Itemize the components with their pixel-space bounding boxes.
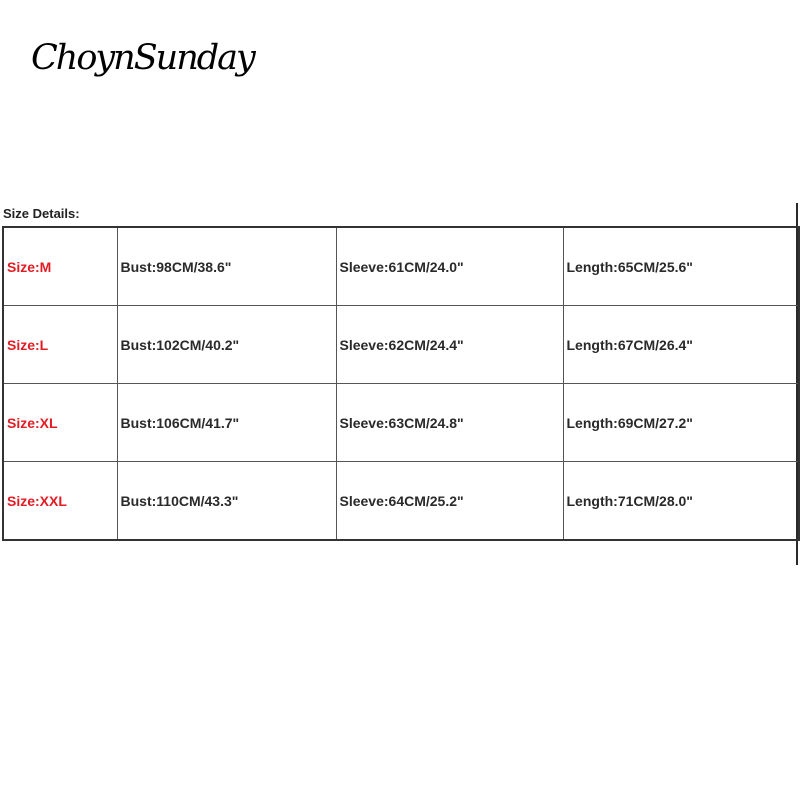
size-cell: Size:M [3, 227, 117, 306]
length-cell: Length:67CM/26.4" [563, 306, 799, 384]
table-row [3, 306, 799, 384]
table-row [3, 462, 799, 541]
sleeve-cell: Sleeve:64CM/25.2" [336, 462, 563, 541]
length-cell: Length:69CM/27.2" [563, 384, 799, 462]
sleeve-cell: Sleeve:62CM/24.4" [336, 306, 563, 384]
size-cell: Size:XXL [3, 462, 117, 541]
size-table [2, 226, 800, 541]
length-cell: Length:65CM/25.6" [563, 227, 799, 306]
size-cell: Size:L [3, 306, 117, 384]
bust-cell: Bust:106CM/41.7" [117, 384, 336, 462]
bust-cell: Bust:98CM/38.6" [117, 227, 336, 306]
size-details-label: Size Details: [3, 206, 80, 221]
table-row [3, 227, 799, 306]
size-cell: Size:XL [3, 384, 117, 462]
bust-cell: Bust:102CM/40.2" [117, 306, 336, 384]
table-row [3, 384, 799, 462]
sleeve-cell: Sleeve:61CM/24.0" [336, 227, 563, 306]
length-cell: Length:71CM/28.0" [563, 462, 799, 541]
sleeve-cell: Sleeve:63CM/24.8" [336, 384, 563, 462]
bust-cell: Bust:110CM/43.3" [117, 462, 336, 541]
brand-logo: ChoynSunday [31, 38, 254, 78]
